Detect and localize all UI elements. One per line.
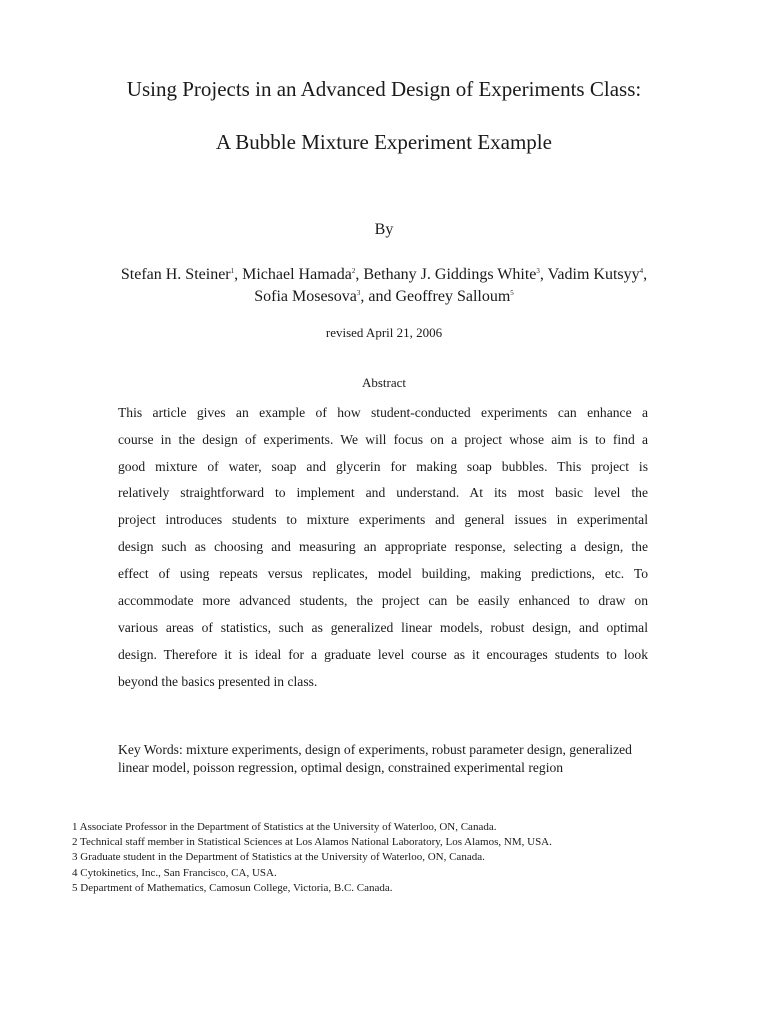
abstract-line: various areas of statistics, such as generalized linear models, robust design, and optimal: [118, 620, 648, 635]
author-name: Bethany J. Giddings White: [363, 266, 537, 283]
footnote-1: 1 Associate Professor in the Department of Statistics at the University of Waterloo, ON, Canada.: [72, 821, 497, 833]
abstract-line: project introduces students to mixture experiments and general issues in experimental: [118, 512, 648, 527]
affiliation-mark: 4: [639, 267, 644, 275]
author-name: Michael Hamada: [242, 266, 352, 283]
abstract-line: accommodate more advanced students, the project can be easily enhanced to draw on: [118, 593, 648, 608]
affiliation-mark: 3: [356, 289, 361, 297]
abstract-line: relatively straightforward to implement and understand. At its most basic level the: [118, 485, 648, 500]
abstract-line: beyond the basics presented in class.: [118, 674, 318, 689]
footnotes: [72, 820, 552, 896]
keywords: Key Words: mixture experiments, design of experiments, robust parameter design, generalized linear model, poisson regression, optimal design, constrained experimental region: [118, 742, 632, 775]
author-separator: ,: [643, 266, 648, 283]
affiliation-mark: 3: [536, 267, 540, 275]
affiliation-mark: 1: [230, 267, 235, 275]
paper-title-line-2: A Bubble Mixture Experiment Example: [216, 130, 552, 154]
revision-date: revised April 21, 2006: [325, 325, 443, 340]
author-separator: ,: [539, 266, 548, 283]
author-list-line-2: [0, 287, 768, 307]
affiliation-mark: 5: [510, 289, 514, 297]
abstract-line: design such as choosing and measuring an appropriate response, selecting a design, the: [118, 539, 648, 554]
author-name: Vadim Kutsyy: [547, 266, 640, 283]
author-name: Sofia Mosesova: [254, 288, 357, 305]
abstract-line: good mixture of water, soap and glycerin for making soap bubbles. This project is: [118, 459, 648, 474]
by-label: By: [374, 221, 394, 238]
abstract-line: course in the design of experiments. We will focus on a project whose aim is to find a: [118, 432, 648, 447]
footnote-5: 5 Department of Mathematics, Camosun College, Victoria, B.C. Canada.: [72, 881, 393, 894]
author-separator: ,: [234, 266, 243, 283]
footnote-3: 3 Graduate student in the Department of Statistics at the University of Waterloo, ON, Canada.: [72, 851, 485, 864]
paper-title-line-1: Using Projects in an Advanced Design of Experiments Class:: [126, 77, 642, 101]
author-list-line-1: [0, 265, 768, 285]
abstract-heading: Abstract: [361, 375, 407, 390]
abstract-line: This article gives an example of how student-conducted experiments can enhance a: [118, 405, 648, 420]
author-separator: , and: [360, 288, 396, 305]
author-separator: ,: [355, 266, 364, 283]
author-name: Geoffrey Salloum: [395, 288, 511, 305]
footnote-2: 2 Technical staff member in Statistical Sciences at Los Alamos National Laboratory, Los Alamos, NM, USA.: [72, 836, 552, 849]
affiliation-mark: 2: [351, 267, 356, 275]
abstract-line: effect of using repeats versus replicates, model building, making predictions, etc. To: [118, 566, 648, 581]
abstract-line: design. Therefore it is ideal for a graduate level course as it encourages students to look: [118, 647, 648, 662]
footnote-4: 4 Cytokinetics, Inc., San Francisco, CA, USA.: [72, 866, 277, 879]
author-name: Stefan H. Steiner: [120, 266, 231, 283]
